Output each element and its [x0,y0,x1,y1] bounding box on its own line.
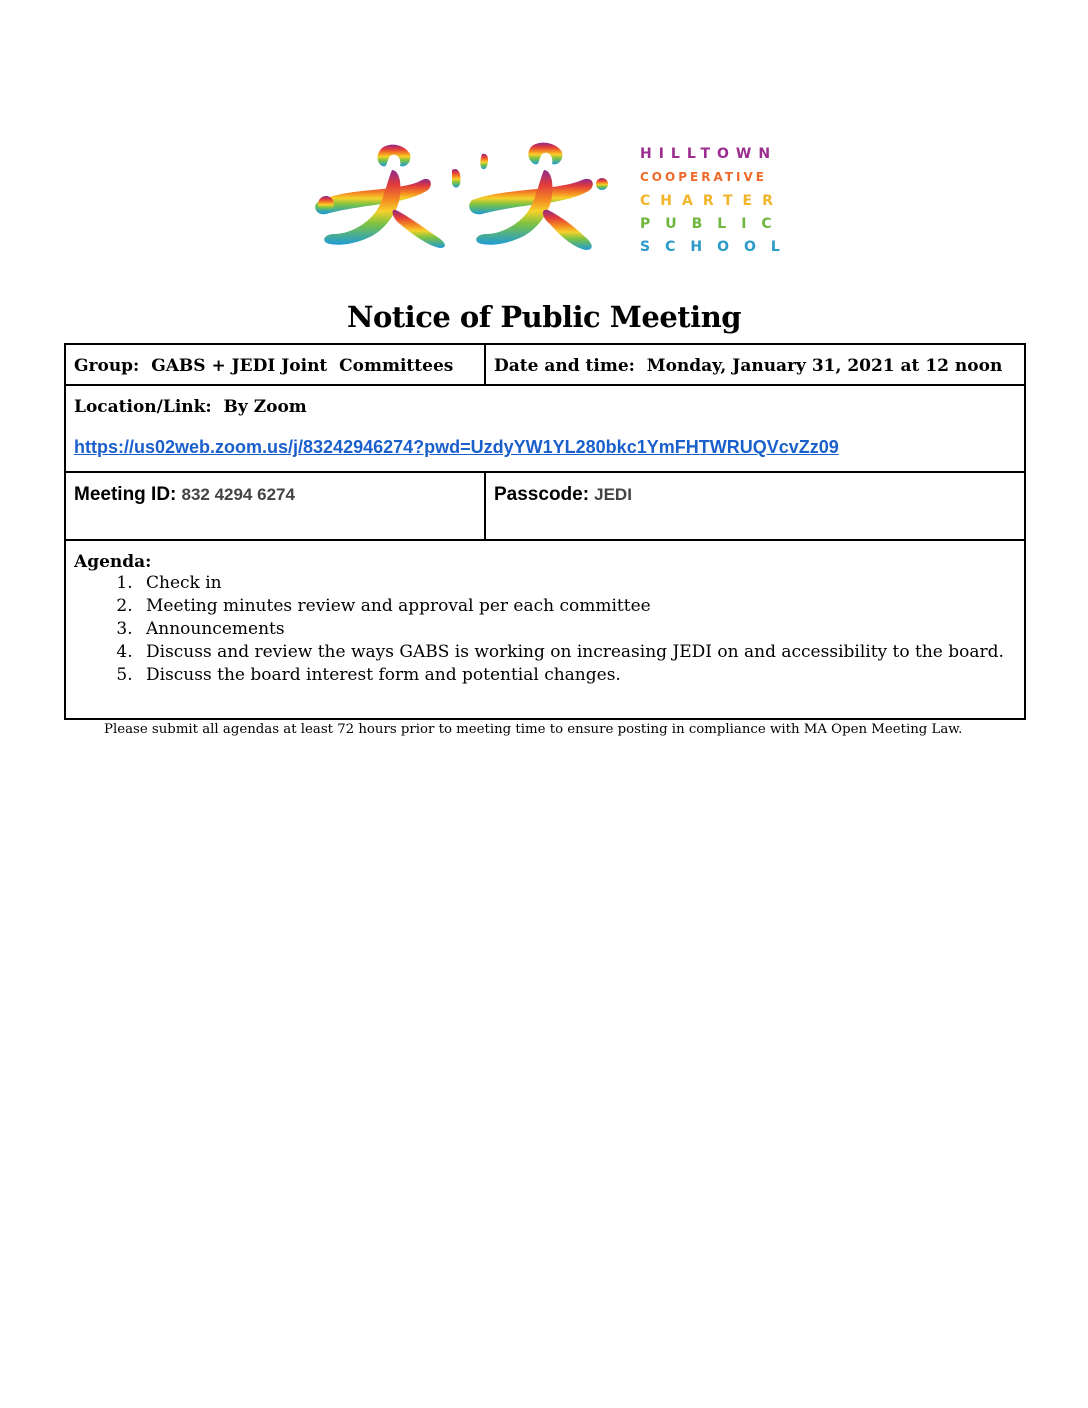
logo-text-line-4: PUBLIC [640,216,787,232]
meeting-id-cell [65,472,485,540]
group-value: GABS + JEDI Joint Committees [151,356,454,376]
table-row [65,344,1025,385]
agenda-cell [65,540,1025,719]
table-row [65,385,1025,472]
group-label: Group: [74,356,140,376]
agenda-heading: Agenda: [74,552,152,572]
list-item: 4. Discuss and review the ways GABS is working on increasing JEDI on and accessibility to the board. [138,641,1016,664]
datetime-label: Date and time: [494,356,635,376]
meeting-details-table [64,343,1026,720]
footer-note: Please submit all agendas at least 72 hours prior to meeting time to ensure posting in compliance with MA Open Meeting Law. [104,722,963,737]
datetime-value: Monday, January 31, 2021 at 12 noon [646,356,1003,376]
passcode-cell [485,472,1025,540]
list-item: 3. Announcements [138,618,1016,641]
datetime-cell [485,344,1025,385]
logo-text-line-5: SCHOOL [640,239,795,255]
logo-text-line-2: COOPERATIVE [640,170,767,184]
meeting-id-label: Meeting ID: [74,484,177,505]
meeting-id-value: 832 4294 6274 [181,485,295,504]
group-cell [65,344,485,385]
page-title: Notice of Public Meeting [346,300,742,334]
table-row [65,540,1025,719]
logo-text-line-3: CHARTER [640,193,783,209]
agenda-list [74,572,1016,687]
location-label: Location/Link: [74,397,212,417]
list-item: 1. Check in [138,572,1016,595]
list-item: 5. Discuss the board interest form and potential changes. [138,664,1016,687]
passcode-label: Passcode: [494,484,590,505]
school-logo [312,140,795,268]
table-row [65,472,1025,540]
logo-figures-icon [312,140,612,268]
zoom-link[interactable]: https://us02web.zoom.us/j/83242946274?pwd=UzdyYW1YL280bkc1YmFHTWRUQVcvZz09 [74,437,839,457]
logo-text-line-1: HILLTOWN [640,146,778,162]
location-value: By Zoom [223,397,307,417]
list-item: 2. Meeting minutes review and approval per each committee [138,595,1016,618]
passcode-value: JEDI [594,485,632,504]
location-cell [65,385,1025,472]
